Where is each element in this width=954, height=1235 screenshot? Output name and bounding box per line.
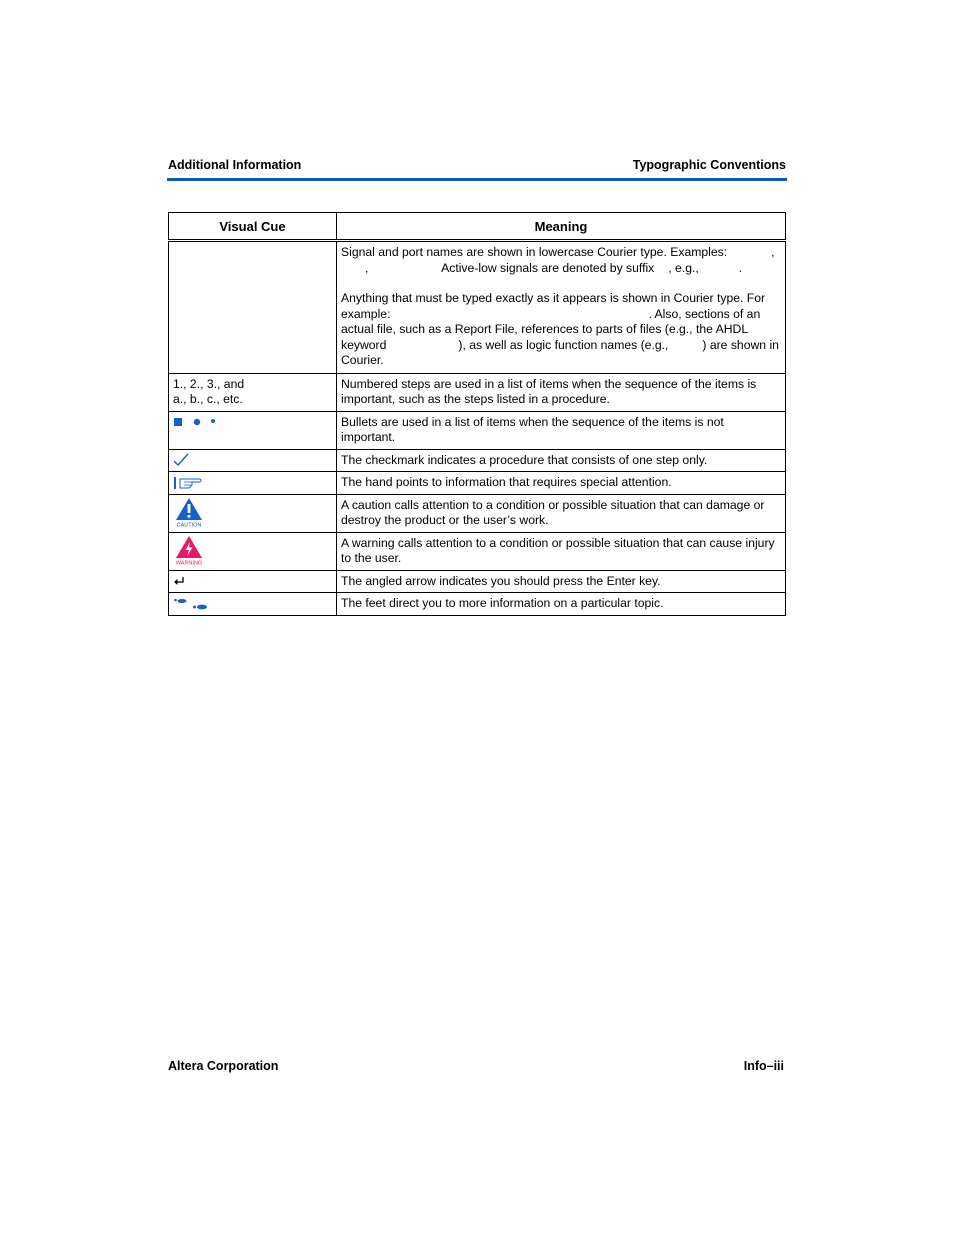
footprints-icon <box>173 597 209 611</box>
table-row <box>169 241 786 374</box>
cue-feet <box>169 593 337 616</box>
cue-warning <box>169 532 337 570</box>
footer-page-number: Info–iii <box>743 1059 784 1073</box>
cue-courier <box>169 241 337 374</box>
meaning-checkmark: The checkmark indicates a procedure that consists of one step only. <box>337 449 786 472</box>
table-row <box>169 472 786 495</box>
checkmark-icon <box>173 453 189 467</box>
caution-label: CAUTION <box>176 522 202 527</box>
table-row <box>169 593 786 616</box>
footer-company: Altera Corporation <box>168 1059 279 1073</box>
meaning-feet: The feet direct you to more information on a particular topic. <box>337 593 786 616</box>
table-row <box>169 449 786 472</box>
cue-caution <box>169 494 337 532</box>
meaning-courier <box>337 241 786 374</box>
header-rule <box>167 178 787 181</box>
bullet-icons <box>173 416 223 428</box>
courier-paragraph-1: Signal and port names are shown in lowercase Courier type. Examples: , , Active-low signals are denoted by suffix , e.g., . <box>341 245 775 275</box>
table-row <box>169 411 786 449</box>
typographic-conventions-table <box>168 212 786 616</box>
meaning-caution: A caution calls attention to a condition or possible situation that can damage or destroy the product or the user’s work. <box>337 494 786 532</box>
column-header-meaning: Meaning <box>337 213 786 241</box>
warning-icon <box>173 535 205 565</box>
meaning-hand: The hand points to information that requires special attention. <box>337 472 786 495</box>
table-row <box>169 494 786 532</box>
enter-arrow-icon <box>173 576 185 586</box>
pointing-hand-icon <box>173 476 203 490</box>
table-row <box>169 570 786 593</box>
caution-icon <box>173 497 205 527</box>
cue-bullets <box>169 411 337 449</box>
meaning-warning: A warning calls attention to a condition or possible situation that can cause injury to the user. <box>337 532 786 570</box>
courier-paragraph-2: Anything that must be typed exactly as it appears is shown in Courier type. For example: . Also, sections of an actual file, such as a Report File, references to parts of files (e.g., the AHDL keyword ), as well as logic function names (e.g., ) are shown in Courier. <box>341 291 779 367</box>
table-row <box>169 532 786 570</box>
cue-checkmark <box>169 449 337 472</box>
header-section-title: Additional Information <box>168 158 302 172</box>
table-row <box>169 373 786 411</box>
table-header-row <box>169 213 786 241</box>
meaning-enter-arrow: The angled arrow indicates you should press the Enter key. <box>337 570 786 593</box>
column-header-visual-cue: Visual Cue <box>169 213 337 241</box>
cue-enter-arrow <box>169 570 337 593</box>
header-chapter-title: Typographic Conventions <box>632 158 786 172</box>
meaning-numbered-steps: Numbered steps are used in a list of items when the sequence of the items is important, such as the steps listed in a procedure. <box>337 373 786 411</box>
meaning-bullets: Bullets are used in a list of items when the sequence of the items is not important. <box>337 411 786 449</box>
cue-numbered-steps: 1., 2., 3., and a., b., c., etc. <box>169 373 337 411</box>
warning-label: WARNING <box>175 560 203 565</box>
cue-hand <box>169 472 337 495</box>
